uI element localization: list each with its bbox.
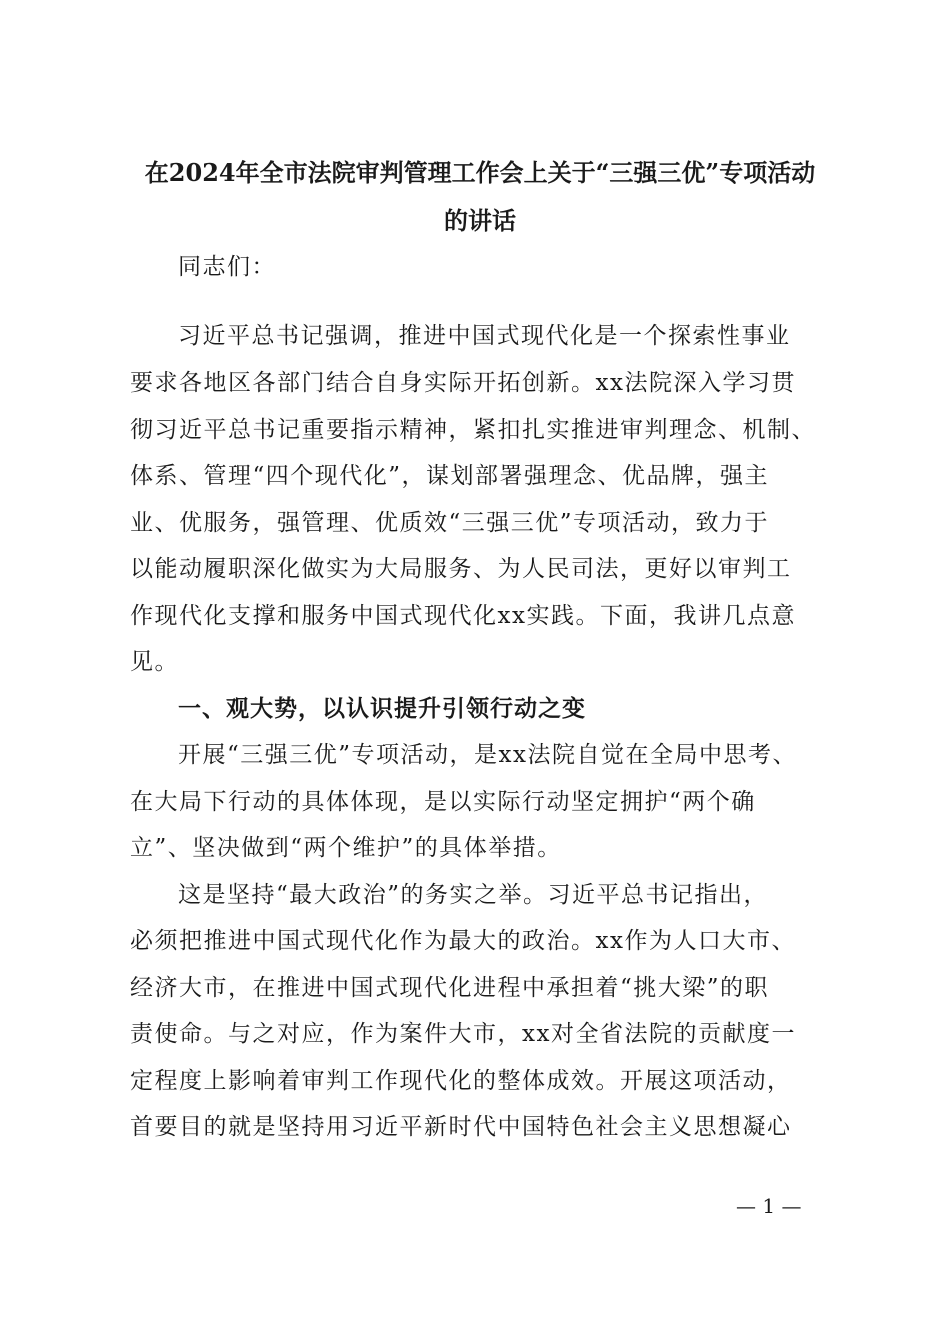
paragraph-line: 业、优服务，强管理、优质效“三强三优”专项活动，致力于: [130, 510, 770, 536]
salutation: 同志们：: [178, 254, 276, 280]
paragraph-line: 这是坚持“最大政治”的务实之举。习近平总书记指出，: [178, 882, 769, 908]
paragraph-line: 作现代化支撑和服务中国式现代化xx实践。下面，我讲几点意: [130, 603, 796, 629]
paragraph-line: 体系、管理“四个现代化”，谋划部署强理念、优品牌，强主: [130, 463, 770, 489]
paragraph-line: 首要目的就是坚持用习近平新时代中国特色社会主义思想凝心: [130, 1114, 792, 1140]
paragraph-line: 定程度上影响着审判工作现代化的整体成效。开展这项活动，: [130, 1068, 792, 1094]
page-number: — 1 —: [736, 1194, 802, 1218]
paragraph-line: 以能动履职深化做实为大局服务、为人民司法，更好以审判工: [130, 556, 792, 582]
document-title-line-2: 的讲话: [444, 206, 516, 235]
paragraph-line: 开展“三强三优”专项活动，是xx法院自觉在全局中思考、: [178, 742, 797, 768]
paragraph-line: 习近平总书记强调，推进中国式现代化是一个探索性事业: [178, 323, 791, 349]
paragraph-line: 见。: [130, 649, 179, 675]
section-heading: 一、观大势，以认识提升引领行动之变: [178, 696, 586, 722]
paragraph-line: 责使命。与之对应，作为案件大市，xx对全省法院的贡献度一: [130, 1021, 796, 1047]
paragraph-line: 必须把推进中国式现代化作为最大的政治。xx作为人口大市、: [130, 928, 796, 954]
document-title-line-1: 在2024年全市法院审判管理工作会上关于“三强三优”专项活动: [144, 158, 816, 187]
paragraph-line: 立”、坚决做到“两个维护”的具体举措。: [130, 835, 562, 861]
paragraph-line: 彻习近平总书记重要指示精神，紧扣扎实推进审判理念、机制、: [130, 417, 816, 443]
paragraph-line: 要求各地区各部门结合自身实际开拓创新。xx法院深入学习贯: [130, 370, 796, 396]
paragraph-line: 在大局下行动的具体体现，是以实际行动坚定拥护“两个确: [130, 789, 756, 815]
paragraph-line: 经济大市，在推进中国式现代化进程中承担着“挑大梁”的职: [130, 975, 770, 1001]
